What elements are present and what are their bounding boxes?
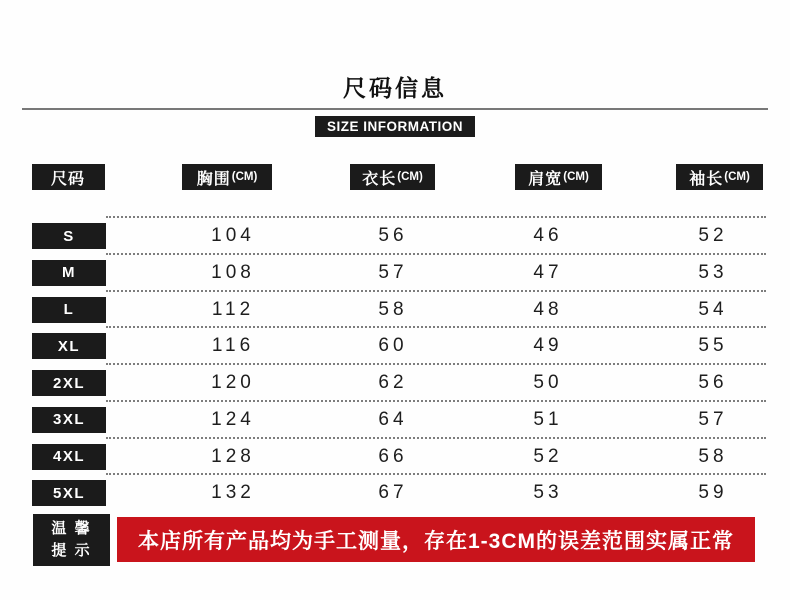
shoulder-value: 50	[533, 372, 563, 393]
notice-banner: 本店所有产品均为手工测量，存在1-3CM的误差范围实属正常	[117, 517, 755, 562]
chest-value: 108	[211, 261, 255, 283]
size-label: 5XL	[32, 480, 106, 506]
table-row	[0, 474, 790, 511]
notice-label-line2: 提 示	[51, 542, 92, 559]
sleeve-value: 53	[698, 261, 728, 283]
column-header-shoulder-label: 肩宽	[528, 170, 563, 188]
sleeve-value: 58	[698, 445, 728, 467]
table-row	[0, 217, 790, 254]
column-header-sleeve	[676, 164, 763, 190]
notice-label-line1: 温 馨	[51, 520, 92, 538]
sleeve-value: 59	[698, 482, 728, 504]
shoulder-value: 53	[533, 482, 563, 504]
column-header-size-label: 尺码	[50, 170, 85, 188]
table-row	[0, 327, 790, 364]
table-row	[0, 438, 790, 475]
column-header-length-unit: (CM)	[397, 171, 423, 183]
size-label: 2XL	[32, 370, 106, 396]
notice-label-box	[33, 514, 110, 566]
shoulder-value: 46	[533, 225, 563, 246]
length-value: 67	[378, 482, 408, 504]
sleeve-value: 56	[698, 372, 728, 393]
sleeve-value: 52	[698, 225, 728, 246]
table-row	[0, 401, 790, 438]
shoulder-value: 52	[533, 445, 563, 467]
sleeve-value: 57	[698, 408, 728, 430]
chest-value: 112	[211, 298, 255, 320]
shoulder-value: 49	[533, 335, 563, 357]
size-label: 3XL	[32, 407, 106, 433]
shoulder-value: 48	[533, 298, 563, 320]
size-info-badge: SIZE INFORMATION	[315, 116, 475, 137]
length-value: 57	[378, 261, 408, 283]
length-value: 58	[378, 298, 408, 320]
column-header-chest-label: 胸围	[196, 170, 231, 188]
length-value: 56	[378, 225, 408, 246]
column-header-sleeve-label: 袖长	[689, 170, 724, 188]
length-value: 62	[378, 372, 408, 393]
sleeve-value: 55	[698, 335, 728, 357]
divider-line	[22, 108, 768, 110]
chest-value: 124	[211, 408, 255, 430]
table-row	[0, 364, 790, 401]
shoulder-value: 51	[533, 408, 563, 430]
page-title: 尺码信息	[343, 75, 447, 101]
column-header-length	[350, 164, 435, 190]
column-header-length-label: 衣长	[362, 170, 397, 188]
size-label: 4XL	[32, 444, 106, 470]
size-label: M	[32, 260, 106, 286]
shoulder-value: 47	[533, 261, 563, 283]
column-header-shoulder	[515, 164, 602, 190]
size-label: S	[32, 223, 106, 249]
size-table	[0, 217, 790, 511]
length-value: 66	[378, 445, 408, 467]
size-label: XL	[32, 333, 106, 359]
column-header-sleeve-unit: (CM)	[724, 171, 750, 183]
chest-value: 132	[211, 482, 255, 504]
chest-value: 128	[211, 445, 255, 467]
table-row	[0, 254, 790, 291]
column-header-size	[32, 164, 105, 190]
size-label: L	[32, 297, 106, 323]
chest-value: 116	[211, 335, 255, 357]
column-header-chest	[182, 164, 272, 190]
length-value: 60	[378, 335, 408, 357]
table-row	[0, 291, 790, 328]
column-header-shoulder-unit: (CM)	[563, 171, 589, 183]
sleeve-value: 54	[698, 298, 728, 320]
length-value: 64	[378, 408, 408, 430]
chest-value: 104	[211, 225, 255, 246]
column-header-chest-unit: (CM)	[231, 171, 258, 183]
chest-value: 120	[211, 372, 255, 393]
